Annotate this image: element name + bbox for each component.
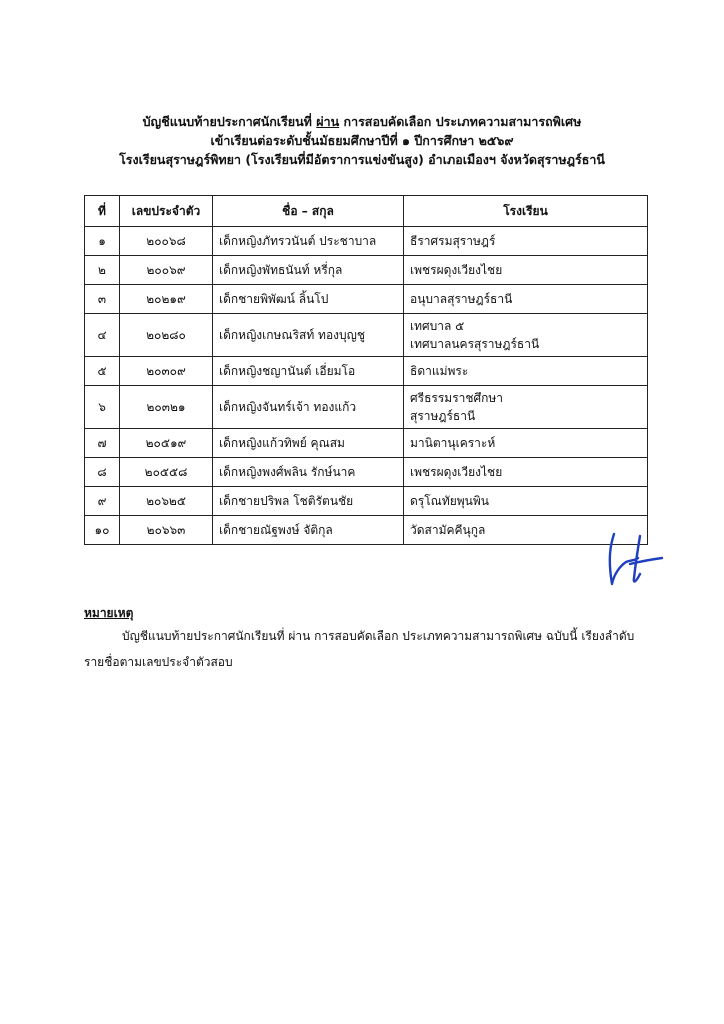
row-school	[404, 285, 648, 314]
school-name-line: เพชรผดุงเวียงไชย	[410, 263, 503, 277]
table-row	[85, 357, 648, 386]
school-name-line: เทศบาล ๕	[410, 319, 465, 333]
row-student-id: ๒๐๖๒๕	[120, 487, 213, 516]
row-student-id: ๒๐๐๖๘	[120, 227, 213, 256]
table-row	[85, 314, 648, 357]
row-school	[404, 487, 648, 516]
header-line-1-pre: บัญชีแนบท้ายประกาศนักเรียนที่	[142, 114, 317, 129]
row-student-name: เด็กหญิงพัทธนันท์ หรี่กุล	[213, 256, 404, 285]
table-header-row	[85, 196, 648, 227]
column-header-school: โรงเรียน	[404, 196, 648, 227]
results-table	[84, 195, 648, 545]
table-row	[85, 227, 648, 256]
school-name-line: สุราษฎร์ธานี	[410, 409, 476, 423]
school-name-line: เพชรผดุงเวียงไชย	[410, 465, 503, 479]
table-row	[85, 487, 648, 516]
row-student-id: ๒๐๒๑๙	[120, 285, 213, 314]
column-header-id: เลขประจำตัว	[120, 196, 213, 227]
school-name-line: วัดสามัคคีนุกูล	[410, 523, 486, 537]
row-student-name: เด็กหญิงภัทรวนันต์ ประชาบาล	[213, 227, 404, 256]
remark-section	[84, 603, 644, 675]
table-row	[85, 386, 648, 429]
header-line-2: เข้าเรียนต่อระดับชั้นมัธยมศึกษาปีที่ ๑ ปีการศึกษา ๒๕๖๙	[210, 133, 514, 148]
row-number: ๕	[85, 357, 120, 386]
row-school	[404, 357, 648, 386]
row-student-id: ๒๐๖๖๓	[120, 516, 213, 545]
table-row	[85, 458, 648, 487]
row-number: ๑๐	[85, 516, 120, 545]
row-student-name: เด็กหญิงเกษณริสท์ ทองบุญชู	[213, 314, 404, 357]
header-pass-word: ผ่าน	[316, 114, 340, 129]
column-header-number: ที่	[85, 196, 120, 227]
header-line-1	[60, 112, 664, 131]
row-student-name: เด็กหญิงจันทร์เจ้า ทองแก้ว	[213, 386, 404, 429]
row-school	[404, 458, 648, 487]
row-student-id: ๒๐๒๘๐	[120, 314, 213, 357]
row-student-id: ๒๐๓๒๑	[120, 386, 213, 429]
table-row	[85, 516, 648, 545]
remark-body: บัญชีแนบท้ายประกาศนักเรียนที่ ผ่าน การสอบคัดเลือก ประเภทความสามารถพิเศษ ฉบับนี้ เรียงลำดับรายชื่อตามเลขประจำตัวสอบ	[84, 629, 635, 669]
header-line-3: โรงเรียนสุราษฎร์พิทยา (โรงเรียนที่มีอัตราการแข่งขันสูง) อำเภอเมืองฯ จังหวัดสุราษฎร์ธานี	[119, 152, 605, 167]
row-student-id: ๒๐๓๐๙	[120, 357, 213, 386]
school-name-line: ธีราศรมสุราษฎร์	[410, 234, 496, 248]
row-number: ๑	[85, 227, 120, 256]
school-name-line: อนุบาลสุราษฎร์ธานี	[410, 292, 513, 306]
row-school	[404, 429, 648, 458]
school-name-line: ศรีธรรมราชศึกษา	[410, 391, 504, 405]
row-student-name: เด็กหญิงแก้วทิพย์ คุณสม	[213, 429, 404, 458]
row-number: ๓	[85, 285, 120, 314]
table-row	[85, 429, 648, 458]
school-name-line: เทศบาลนครสุราษฎร์ธานี	[410, 337, 540, 351]
table-row	[85, 285, 648, 314]
row-number: ๙	[85, 487, 120, 516]
row-student-id: ๒๐๕๑๙	[120, 429, 213, 458]
row-student-name: เด็กชายณัฐพงษ์ จัติกุล	[213, 516, 404, 545]
row-number: ๒	[85, 256, 120, 285]
document-header	[60, 112, 664, 169]
row-student-name: เด็กชายปริพล โชติรัตนชัย	[213, 487, 404, 516]
header-line-1-post: การสอบคัดเลือก ประเภทความสามารถพิเศษ	[339, 114, 582, 129]
row-student-id: ๒๐๕๕๘	[120, 458, 213, 487]
school-name-line: ดรุโณทัยพุนพิน	[410, 494, 489, 508]
row-school	[404, 256, 648, 285]
row-number: ๖	[85, 386, 120, 429]
table-body	[85, 227, 648, 545]
row-number: ๗	[85, 429, 120, 458]
row-school	[404, 386, 648, 429]
row-number: ๘	[85, 458, 120, 487]
school-name-line: มานิตานุเคราะห์	[410, 436, 496, 450]
row-school	[404, 314, 648, 357]
row-student-name: เด็กหญิงพงศ์พลิน รักษ์นาค	[213, 458, 404, 487]
signature-icon	[600, 528, 664, 590]
school-name-line: ธิดาแม่พระ	[410, 364, 469, 378]
row-student-name: เด็กหญิงชญานันต์ เอี่ยมโอ	[213, 357, 404, 386]
row-student-name: เด็กชายพิพัฒน์ ลิ้นโป	[213, 285, 404, 314]
column-header-name: ชื่อ – สกุล	[213, 196, 404, 227]
table-row	[85, 256, 648, 285]
row-school	[404, 227, 648, 256]
row-student-id: ๒๐๐๖๙	[120, 256, 213, 285]
remark-title: หมายเหตุ	[84, 606, 134, 620]
row-number: ๔	[85, 314, 120, 357]
